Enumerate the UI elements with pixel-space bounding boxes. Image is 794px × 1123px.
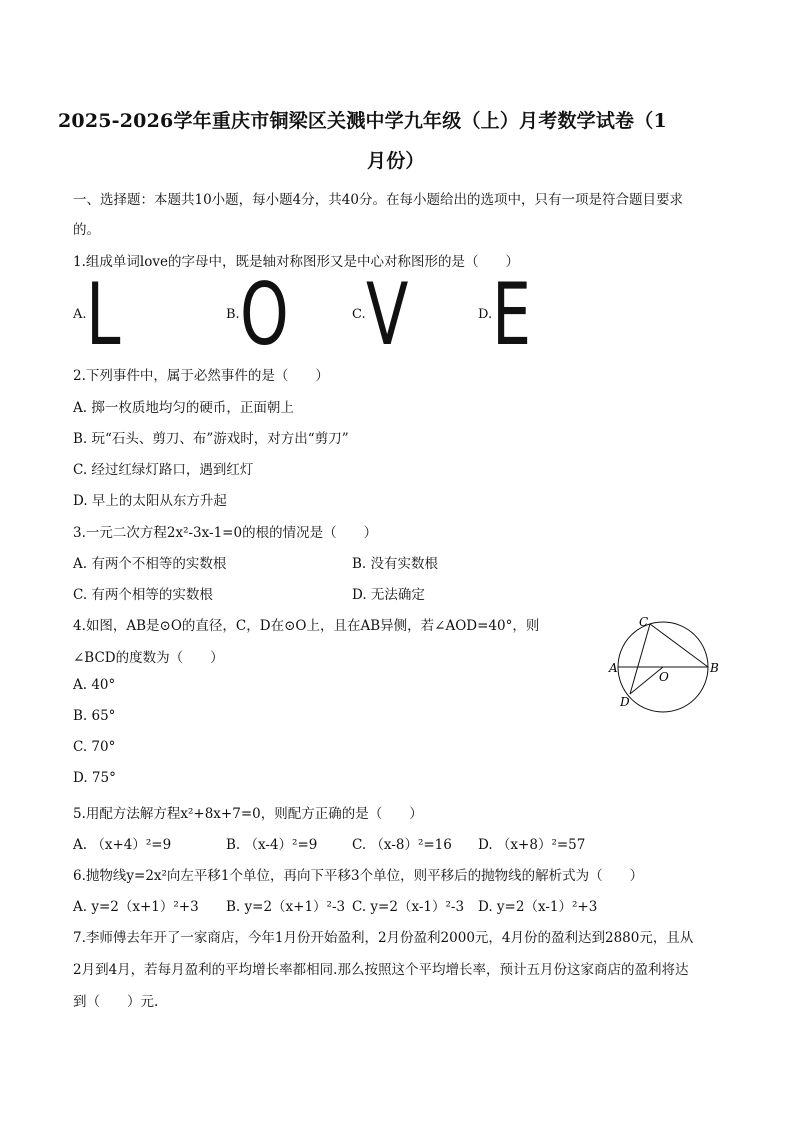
question-4-option-d: D. 75° (73, 770, 116, 786)
question-3-option-c: C. 有两个相等的实数根 (73, 587, 213, 603)
question-2-option-d: D. 早上的太阳从东方升起 (73, 493, 227, 509)
question-5-option-b: B. （x-4）²=9 (226, 837, 318, 853)
option-c-letter: V (366, 265, 409, 365)
question-4-option-b: B. 65° (73, 708, 116, 724)
section-heading-line-2: 的。 (73, 222, 100, 238)
question-5-option-a: A. （x+4）²=9 (73, 837, 172, 853)
question-2-option-c: C. 经过红绿灯路口，遇到红灯 (73, 462, 254, 478)
segment-cb (650, 624, 708, 667)
option-d-letter: E (492, 265, 532, 365)
title-line-2: 月份） (367, 150, 425, 172)
question-7-line-2: 2月到4月，若每月盈利的平均增长率都相同.那么按照这个平均增长率，预计五月份这家商店的盈利将达 (73, 962, 689, 978)
question-4-option-a: A. 40° (73, 677, 116, 693)
question-7-line-1: 7.李师傅去年开了一家商店，今年1月份开始盈利，2月份盈利2000元，4月份的盈利达到2880元，且从 (73, 930, 694, 946)
question-3-option-a: A. 有两个不相等的实数根 (73, 556, 227, 572)
question-6-option-d: D. y=2（x-1）²+3 (478, 899, 598, 915)
option-b-label: B. (226, 307, 240, 322)
label-o: O (659, 670, 669, 684)
question-3-option-b: B. 没有实数根 (352, 556, 439, 572)
question-5-stem: 5.用配方法解方程x²+8x+7=0，则配方正确的是（ ） (73, 806, 423, 822)
question-3-stem: 3.一元二次方程2x²-3x-1=0的根的情况是（ ） (73, 525, 378, 541)
question-2-option-a: A. 掷一枚质地均匀的硬币，正面朝上 (73, 400, 294, 416)
label-d: D (620, 695, 630, 709)
label-a: A (609, 661, 618, 675)
question-5-option-d: D. （x+8）²=57 (478, 837, 586, 853)
question-4-option-c: C. 70° (73, 739, 116, 755)
option-b-letter: O (240, 265, 289, 365)
question-6-option-b: B. y=2（x+1）²-3 (226, 899, 346, 915)
section-heading-line-1: 一、选择题：本题共10小题，每小题4分，共40分。在每小题给出的选项中，只有一项是符合题目要求 (73, 192, 683, 208)
question-6-stem: 6.抛物线y=2x²向左平移1个单位，再向下平移3个单位，则平移后的抛物线的解析式为（ ） (73, 868, 644, 884)
question-4-stem-line-2: ∠BCD的度数为（ ） (73, 650, 224, 666)
option-c-label: C. (352, 307, 366, 322)
question-2-stem: 2.下列事件中，属于必然事件的是（ ） (73, 368, 329, 384)
question-5-option-c: C. （x-8）²=16 (352, 837, 452, 853)
option-a-label: A. (73, 307, 87, 322)
label-b: B (710, 661, 719, 675)
option-a-letter: L (86, 265, 121, 365)
option-d-label: D. (478, 307, 493, 322)
question-2-option-b: B. 玩“石头、剪刀、布”游戏时，对方出“剪刀” (73, 431, 349, 447)
question-4-stem-line-1: 4.如图，AB是⊙O的直径，C，D在⊙O上，且在AB异侧，若∠AOD=40°，则 (73, 618, 540, 634)
question-3-option-d: D. 无法确定 (352, 587, 425, 603)
question-6-option-c: C. y=2（x-1）²-3 (352, 899, 465, 915)
label-c: C (639, 615, 649, 629)
question-6-option-a: A. y=2（x+1）²+3 (73, 899, 199, 915)
circle-figure (600, 610, 730, 715)
title-line-1: 2025-2026学年重庆市铜梁区关溅中学九年级（上）月考数学试卷（1 (58, 110, 667, 132)
question-7-line-3: 到（ ）元. (73, 994, 159, 1010)
question-1-stem: 1.组成单词love的字母中，既是轴对称图形又是中心对称图形的是（ ） (73, 254, 519, 270)
segment-cd (630, 624, 650, 694)
